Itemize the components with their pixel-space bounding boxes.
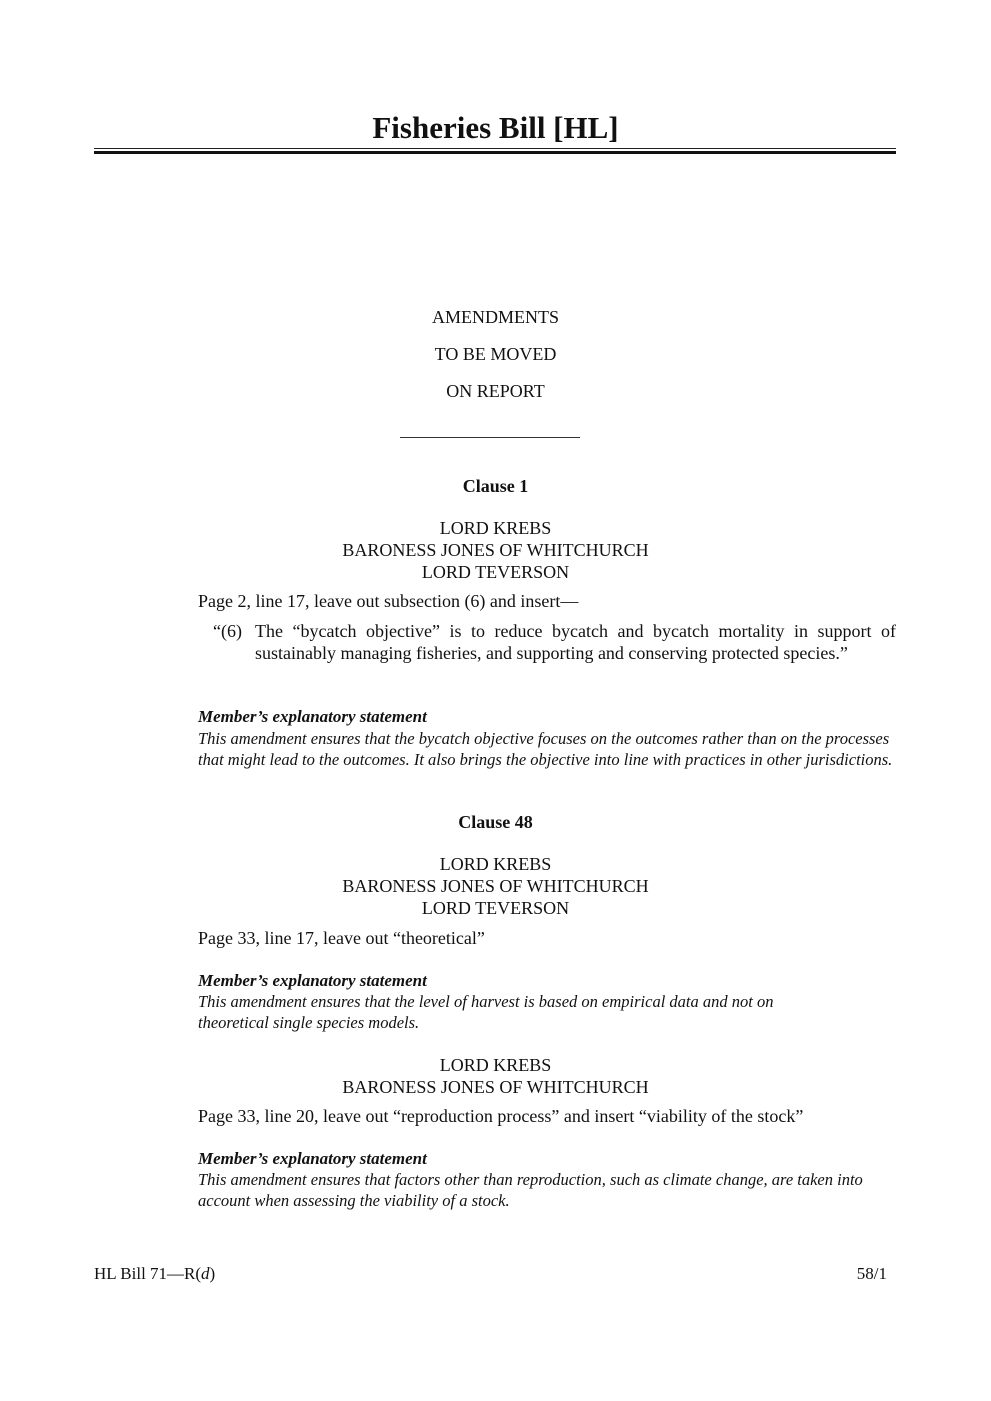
intro-line: TO BE MOVED xyxy=(434,344,557,364)
statement-heading: Member’s explanatory statement xyxy=(198,1149,427,1168)
amendment-instruction: Page 2, line 17, leave out subsection (6) and insert— xyxy=(198,591,579,611)
page-number: 58/1 xyxy=(856,1264,887,1283)
member-name: BARONESS JONES OF WHITCHURCH xyxy=(342,876,649,896)
title-rule-thick xyxy=(94,151,896,154)
bill-reference xyxy=(94,1263,215,1285)
amendment-instruction: Page 33, line 17, leave out “theoretical” xyxy=(198,928,485,948)
clause-heading: Clause 1 xyxy=(462,476,529,496)
clause-heading: Clause 48 xyxy=(458,812,533,832)
statement-heading: Member’s explanatory statement xyxy=(198,707,427,726)
intro-line: ON REPORT xyxy=(446,381,545,401)
bill-reference-suffix: ) xyxy=(209,1264,216,1283)
member-name: BARONESS JONES OF WHITCHURCH xyxy=(342,1077,649,1097)
document-title: Fisheries Bill [HL] xyxy=(372,110,619,145)
member-name: LORD KREBS xyxy=(439,854,552,874)
quote-number: “(6) xyxy=(213,621,242,641)
bill-reference-prefix: HL Bill 71—R( xyxy=(94,1264,202,1283)
member-name: LORD TEVERSON xyxy=(421,898,570,918)
intro-line: AMENDMENTS xyxy=(431,307,559,327)
bill-reference-letter: d xyxy=(201,1264,210,1283)
quote-text: The “bycatch objective” is to reduce bycatch and bycatch mortality in support of sustainably managing fisheries, and supporting and conserving protected species.” xyxy=(255,621,896,663)
explanatory-statement: This amendment ensures that factors other than reproduction, such as climate change, are taken into account when assessing the viability of a stock. xyxy=(198,1170,863,1210)
member-name: LORD TEVERSON xyxy=(421,562,570,582)
divider xyxy=(400,437,580,438)
statement-heading: Member’s explanatory statement xyxy=(198,971,427,990)
member-name: BARONESS JONES OF WHITCHURCH xyxy=(342,540,649,560)
explanatory-statement: This amendment ensures that the level of harvest is based on empirical data and not on theoretical single species models. xyxy=(198,992,774,1032)
member-name: LORD KREBS xyxy=(439,1055,552,1075)
explanatory-statement: This amendment ensures that the bycatch objective focuses on the outcomes rather than on the processes that might lead to the outcomes. It also brings the objective into line with practices in other jurisdictions. xyxy=(198,729,893,769)
amendment-instruction: Page 33, line 20, leave out “reproduction process” and insert “viability of the stock” xyxy=(198,1106,804,1126)
member-name: LORD KREBS xyxy=(439,518,552,538)
title-rule-thin xyxy=(94,148,896,149)
